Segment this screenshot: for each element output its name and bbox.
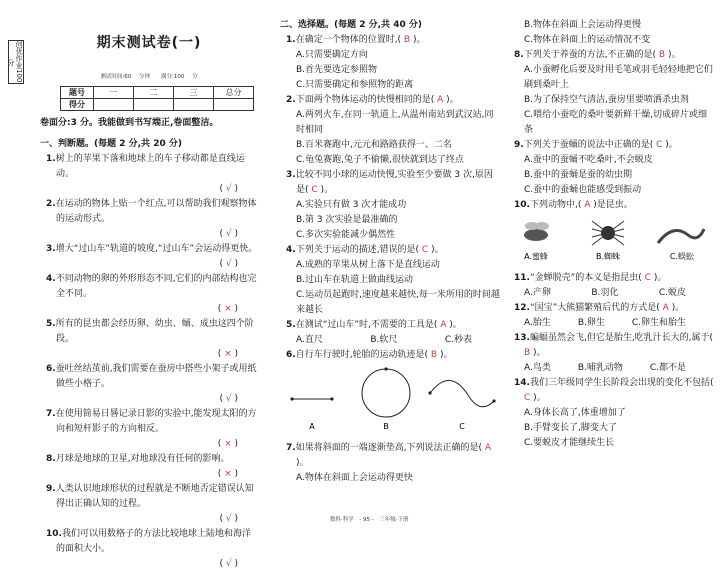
- question-item: [40, 482, 258, 512]
- option-item[interactable]: C.蚕中的蚕蛹也能感受到振动: [524, 185, 642, 195]
- option-item[interactable]: C.多次实验能减少偶然性: [296, 230, 396, 240]
- question-tail: )。: [446, 95, 459, 105]
- question-text: 不同动物的卵的外形形态不同,它们的内部结构也完全不同。: [55, 274, 257, 299]
- question-tail: )。: [665, 140, 678, 150]
- option-item[interactable]: A.蚕中的蚕蛹不吃桑叶,不会蜕皮: [524, 155, 653, 165]
- answer-mark[interactable]: ×: [224, 469, 232, 479]
- score-header-cell: 题号: [61, 87, 94, 99]
- question-number: 5.: [46, 319, 56, 329]
- question-text: 在运动的物体上贴一个红点,可以帮助我们观察物体的运动形式。: [55, 199, 257, 224]
- question-item: [280, 93, 500, 108]
- animal-figures: [508, 213, 708, 265]
- question-number: 3.: [286, 170, 296, 180]
- question-item: [40, 317, 258, 347]
- answer-line: ( × ): [217, 469, 238, 479]
- answer-choice[interactable]: B: [428, 350, 440, 360]
- question-tail: )。: [533, 348, 546, 358]
- option-item[interactable]: C.运动员起跑时,速度越来越快,每一米所用的时间越来越长: [296, 290, 500, 315]
- question-tail: )。: [653, 273, 667, 283]
- option-row: [508, 316, 714, 331]
- option-item[interactable]: B.羽化: [591, 288, 619, 298]
- question-tail: )。: [671, 303, 685, 313]
- question-number: 2.: [46, 199, 56, 209]
- question-number: 7.: [46, 409, 56, 419]
- figure-label: B: [383, 422, 389, 431]
- trajectory-dot: [492, 399, 495, 402]
- question-stem: 下列动物中,(: [529, 200, 582, 210]
- question-number: 5.: [286, 320, 296, 330]
- answer-choice[interactable]: B: [401, 35, 413, 45]
- trajectory-dot: [330, 397, 333, 400]
- centipede-icon: [658, 229, 704, 243]
- option-item[interactable]: C.龟兔赛跑,兔子不偷懒,很快就到达了终点: [296, 155, 464, 165]
- question-number: 11.: [514, 273, 530, 283]
- question-stem: 下列关于蚕蛹的说法中正确的是(: [523, 140, 654, 150]
- answer-choice[interactable]: C: [653, 140, 666, 150]
- true-false-list: [40, 152, 258, 572]
- question-text: 月球是地球的卫星,对地球没有任何的影响。: [55, 454, 230, 464]
- question-item: [508, 198, 714, 213]
- question-tail: )。: [667, 50, 681, 60]
- question-stem: 在测试“过山车”时,不需要的工具是(: [295, 320, 438, 330]
- option-item[interactable]: B.为了保持空气清洁,蚕房里要喷洒杀虫剂: [524, 95, 689, 105]
- column-right: [508, 0, 714, 451]
- answer-choice[interactable]: A: [581, 200, 594, 210]
- answer-choice[interactable]: B: [656, 50, 668, 60]
- question-stem: “国宝”大熊猫繁殖后代的方式是(: [529, 303, 660, 313]
- circle-trajectory: [362, 369, 410, 417]
- option-item[interactable]: A.两列火车,在同一轨道上,从温州南站到武汉站,同时相同: [296, 110, 494, 135]
- option-item[interactable]: A.小蚕孵化后要及时用毛笔或羽毛轻轻地把它们刷到桑叶上: [524, 65, 713, 90]
- score-table-header: [61, 87, 254, 99]
- question-number: 6.: [46, 364, 56, 374]
- question-number: 13.: [514, 333, 530, 343]
- answer-choice[interactable]: C: [308, 185, 321, 195]
- figure-label: A.蜜蜂: [524, 252, 548, 261]
- option-item[interactable]: C.卵生和胎生: [631, 318, 686, 328]
- answer-line: ( √ ): [219, 184, 238, 194]
- score-header-cell: 总分: [214, 87, 254, 99]
- question-stem: 自行车行驶时,轮胎的运动轨迹是(: [295, 350, 429, 360]
- option-item[interactable]: B.哺乳动物: [577, 363, 623, 373]
- answer-choice[interactable]: B: [524, 348, 534, 358]
- option-row: [280, 333, 500, 348]
- question-text: 蚕吐丝结茧前,我们需要在蚕房中搭些小架子或用纸做些小格子。: [55, 364, 257, 389]
- answer-mark[interactable]: √: [225, 184, 232, 194]
- answer-line: ( √ ): [219, 394, 238, 404]
- question-number: 2.: [286, 95, 296, 105]
- page-title: 期末测试卷(一): [96, 35, 202, 51]
- question-stem: “金蝉脱壳”的本义是指昆虫(: [529, 273, 642, 283]
- choice-list-continued: [508, 18, 714, 451]
- question-text: 在使用简易日晷记录日影的实验中,能发现太阳的方向和短杆影子的方向相反。: [55, 409, 257, 434]
- answer-line: ( √ ): [219, 514, 238, 524]
- question-tail: )。: [449, 320, 462, 330]
- figure-label: A: [309, 422, 315, 431]
- trajectory-dot: [290, 397, 293, 400]
- answer-mark[interactable]: √: [225, 229, 232, 239]
- question-tail: )。: [320, 185, 334, 195]
- question-number: 7.: [286, 443, 296, 453]
- score-cell[interactable]: [94, 99, 134, 111]
- question-item: [280, 168, 500, 198]
- score-header-cell: 二: [134, 87, 174, 99]
- question-item: [40, 527, 258, 557]
- question-item: [280, 243, 500, 258]
- answer-mark[interactable]: ×: [224, 349, 232, 359]
- score-header-cell: 三: [174, 87, 214, 99]
- question-stem: 下列关于养蚕的方法,不正确的是(: [523, 50, 657, 60]
- figure-label: C: [459, 422, 465, 431]
- question-text: 我们可以用数格子的方法比较地球上陆地和海洋的面积大小。: [56, 529, 251, 554]
- answer-mark[interactable]: √: [225, 559, 232, 569]
- answer-choice[interactable]: A: [434, 95, 447, 105]
- option-row: [508, 286, 714, 301]
- question-stem: 在确定一个物体的位置时,(: [295, 35, 402, 45]
- question-number: 10.: [46, 529, 62, 539]
- option-item[interactable]: C.蜕皮: [658, 288, 686, 298]
- option-item[interactable]: B.物体在斜面上会运动得更慢: [524, 20, 642, 30]
- question-number: 1.: [46, 154, 56, 164]
- question-item: [40, 272, 258, 302]
- answer-choice[interactable]: C: [419, 245, 432, 255]
- score-cell[interactable]: [174, 99, 214, 111]
- score-row-label: 得分: [61, 99, 94, 111]
- option-item[interactable]: B.软尺: [370, 335, 398, 345]
- option-item[interactable]: A.直尺: [296, 335, 323, 345]
- question-text: 所有的昆虫都会经历卵、幼虫、蛹、成虫这四个阶段。: [55, 319, 254, 344]
- section-title: 一、判断题。(每题 2 分,共 20 分): [40, 139, 182, 149]
- question-number: 1.: [286, 35, 296, 45]
- question-item: [280, 348, 500, 363]
- question-text: 增大“过山车”轨道的坡度,“过山车”会运动得更快。: [55, 244, 258, 254]
- question-item: [40, 242, 258, 257]
- column-middle: [280, 0, 500, 486]
- question-stem: 蝙蝠虽然会飞,但它是胎生,吃乳汁长大的,属于(: [529, 333, 714, 343]
- score-cell[interactable]: [134, 99, 174, 111]
- question-item: [40, 197, 258, 227]
- question-stem: 比较不同小球的运动快慢,实验至少要做 3 次,原因是(: [295, 170, 493, 195]
- answer-line: ( × ): [217, 439, 238, 449]
- option-item[interactable]: A.产卵: [524, 288, 551, 298]
- option-item[interactable]: C.要蜕皮才能继续生长: [524, 438, 615, 448]
- question-item: [40, 407, 258, 437]
- answer-choice[interactable]: C: [524, 393, 534, 403]
- answer-line: ( × ): [217, 349, 238, 359]
- neatness-note: 卷面分:3 分。我能做到书写端正,卷面整洁。: [40, 118, 219, 128]
- question-item: [508, 138, 714, 153]
- trajectory-dot: [428, 391, 431, 394]
- option-item[interactable]: A.鸟类: [524, 363, 551, 373]
- question-item: [40, 152, 258, 182]
- option-item[interactable]: A.物体在斜面上会运动得更快: [296, 473, 413, 483]
- option-item[interactable]: C.秒表: [444, 335, 472, 345]
- answer-choice[interactable]: A: [659, 303, 672, 313]
- option-item[interactable]: C.都不是: [649, 363, 686, 373]
- question-tail: )。: [412, 35, 426, 45]
- question-text: 树上的苹果下落和地球上的车子移动都是直线运动。: [55, 154, 245, 179]
- curve-trajectory: [430, 380, 494, 406]
- figure-label: C.蜈蚣: [669, 252, 695, 261]
- question-tail: )是昆虫。: [593, 200, 633, 210]
- question-item: [508, 376, 714, 406]
- option-item[interactable]: A.实验只有做 3 次才能成功: [296, 200, 407, 210]
- question-number: 4.: [46, 274, 56, 284]
- score-table-row: [61, 99, 254, 111]
- answer-choice[interactable]: C: [641, 273, 654, 283]
- question-stem: 如果将斜面的一端逐渐垫高,下列说法正确的是(: [295, 443, 483, 453]
- option-item[interactable]: C.物体在斜面上的运动情况不变: [524, 35, 651, 45]
- page-footer: 数科·科学 - 95 - 三年级·下册: [330, 517, 409, 523]
- answer-line: ( √ ): [219, 559, 238, 569]
- answer-mark[interactable]: ×: [224, 439, 232, 449]
- question-stem: 下面两个物体运动的快慢相同的是(: [295, 95, 435, 105]
- question-number: 4.: [286, 245, 296, 255]
- option-item[interactable]: B.第 3 次实验是最准确的: [296, 215, 398, 225]
- question-number: 3.: [46, 244, 56, 254]
- question-item: [508, 48, 714, 63]
- question-number: 6.: [286, 350, 296, 360]
- answer-line: ( √ ): [219, 259, 238, 269]
- score-header-cell: 一: [94, 87, 134, 99]
- option-item[interactable]: B.手臂变长了,脚变大了: [524, 423, 617, 433]
- score-table: [60, 86, 254, 111]
- question-stem: 我们三年级同学生长阶段会出现的变化不包括(: [529, 378, 714, 388]
- answer-mark[interactable]: √: [225, 514, 232, 524]
- question-number: 8.: [514, 50, 524, 60]
- question-text: 人类认识地球形状的过程就是不断地否定错误认知得出正确认知的过程。: [55, 484, 254, 509]
- option-item[interactable]: B.蚕中的蚕蛹是蚕的幼虫期: [524, 170, 633, 180]
- question-tail: )。: [533, 393, 546, 403]
- answer-line: ( √ ): [219, 229, 238, 239]
- option-item[interactable]: A.胎生: [524, 318, 551, 328]
- answer-line: ( × ): [217, 304, 238, 314]
- question-number: 10.: [514, 200, 530, 210]
- option-item[interactable]: B.卵生: [577, 318, 605, 328]
- answer-mark[interactable]: ×: [224, 304, 232, 314]
- section-title: 二、选择题。(每题 2 分,共 40 分): [280, 20, 422, 30]
- answer-mark[interactable]: √: [225, 394, 232, 404]
- question-item: [40, 452, 258, 467]
- question-number: 9.: [514, 140, 524, 150]
- side-tab: 创优作业100分: [7, 41, 23, 83]
- question-number: 12.: [514, 303, 530, 313]
- question-number: 14.: [514, 378, 530, 388]
- question-item: [508, 331, 714, 361]
- question-tail: )。: [439, 350, 453, 360]
- question-item: [280, 441, 500, 471]
- option-item[interactable]: A.身体长高了,体重增加了: [524, 408, 626, 418]
- question-item: [508, 301, 714, 316]
- trajectory-figures: [280, 363, 500, 435]
- option-item[interactable]: B.百米赛跑中,元元和路路获得一、二名: [296, 140, 452, 150]
- question-item: [280, 318, 500, 333]
- option-item[interactable]: B.过山车在轨道上做曲线运动: [296, 275, 414, 285]
- answer-mark[interactable]: √: [225, 259, 232, 269]
- test-info: 测试时间:60 分钟 满分:100 分: [100, 74, 198, 80]
- answer-choice[interactable]: A: [437, 320, 450, 330]
- question-tail: )。: [296, 458, 309, 468]
- score-cell[interactable]: [214, 99, 254, 111]
- option-item[interactable]: B.首先要选定参照物: [296, 65, 378, 75]
- bee-icon: [524, 229, 548, 241]
- option-row: [508, 361, 714, 376]
- question-stem: 下列关于运动的描述,错误的是(: [295, 245, 420, 255]
- question-item: [40, 362, 258, 392]
- figure-label: B.蜘蛛: [595, 252, 621, 261]
- option-item[interactable]: A.成熟的苹果从树上落下是直线运动: [296, 260, 440, 270]
- question-tail: )。: [431, 245, 444, 255]
- bee-wing: [535, 222, 549, 230]
- option-item[interactable]: A.只需要确定方向: [296, 50, 368, 60]
- question-number: 8.: [46, 454, 56, 464]
- option-item[interactable]: C.喂给小蚕吃的桑叶要新鲜干燥,切成碎片或细条: [524, 110, 708, 135]
- answer-choice[interactable]: A: [482, 443, 492, 453]
- question-item: [280, 33, 500, 48]
- option-item[interactable]: C.只需要确定和参照物的距离: [296, 80, 414, 90]
- column-left: [40, 0, 258, 572]
- trajectory-dot: [384, 367, 387, 370]
- question-item: [508, 271, 714, 286]
- choice-list: [280, 33, 500, 486]
- question-number: 9.: [46, 484, 56, 494]
